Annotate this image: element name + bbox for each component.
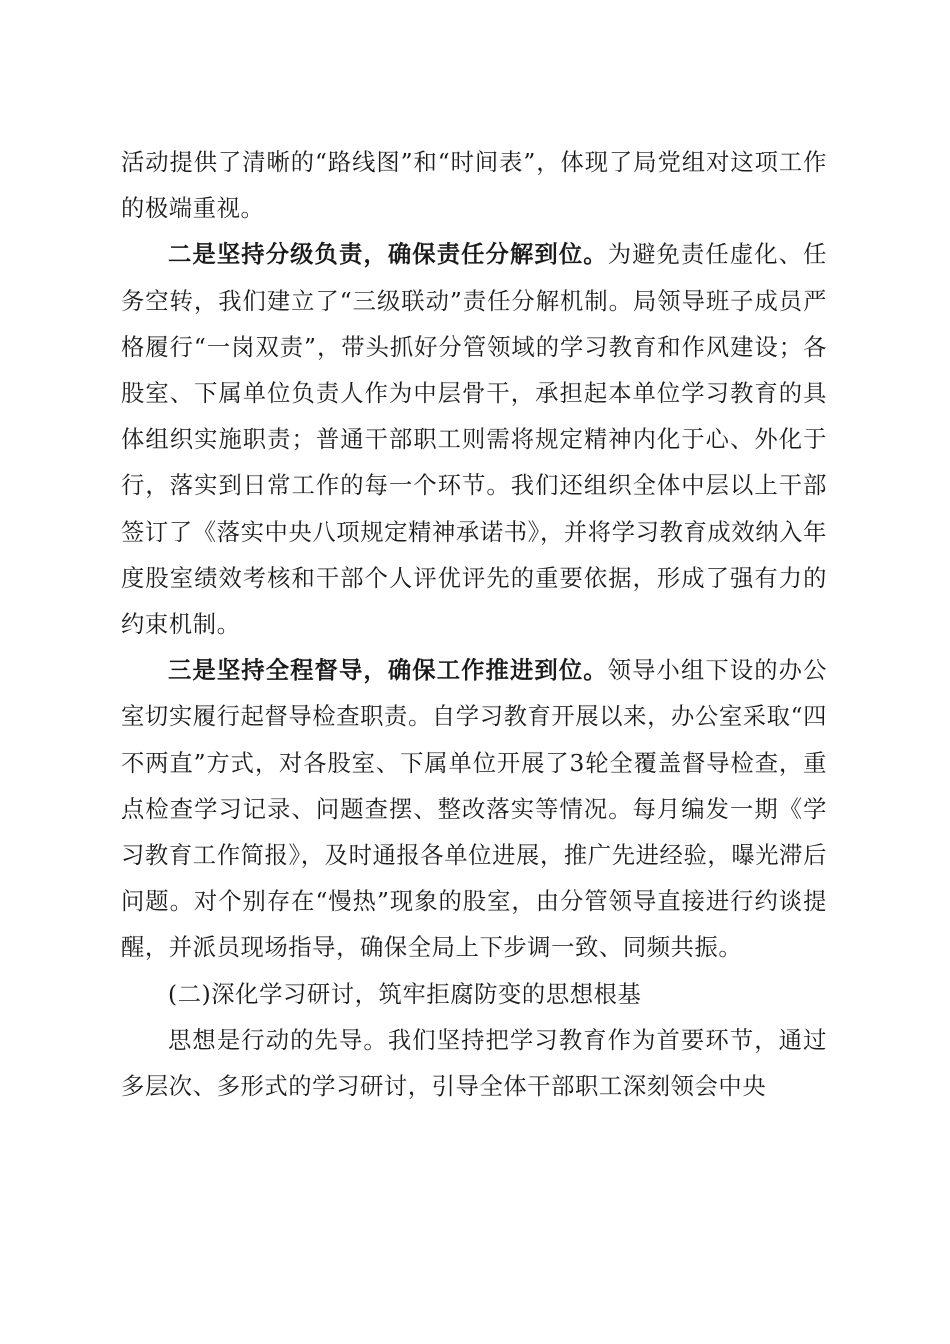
section-heading-text: (二)深化学习研讨，筑牢拒腐防变的思想根基	[168, 980, 642, 1008]
document-body	[121, 140, 827, 1110]
paragraph-text: 领导小组下设的办公室切实履行起督导检查职责。自学习教育开展以来，办公室采取“四不两直”方式，对各股室、下属单位开展了3轮全覆盖督导检查，重点检查学习记录、问题查摆、整改落实等情况。每月编发一期《学习教育工作简报》，及时通报各单位进展，推广先进经验，曝光滞后问题。对个别存在“慢热”现象的股室，由分管领导直接进行约谈提醒，并派员现场指导，确保全局上下步调一致、同频共振。	[121, 657, 827, 962]
paragraph-thought-leads-action	[121, 1018, 827, 1110]
paragraph-full-supervision	[121, 648, 827, 971]
paragraph-lead-bold: 二是坚持分级负责，确保责任分解到位。	[168, 241, 608, 269]
paragraph-text: 思想是行动的先导。我们坚持把学习教育作为首要环节，通过多层次、多形式的学习研讨，引导全体干部职工深刻领会中央	[121, 1026, 827, 1101]
paragraph-graded-responsibility	[121, 232, 827, 648]
paragraph-continuation	[121, 140, 827, 232]
paragraph-text: 活动提供了清晰的“路线图”和“时间表”，体现了局党组对这项工作的极端重视。	[121, 149, 827, 223]
paragraph-lead-bold: 三是坚持全程督导，确保工作推进到位。	[168, 657, 608, 685]
paragraph-text: 为避免责任虚化、任务空转，我们建立了“三级联动”责任分解机制。局领导班子成员严格履行“一岗双责”，带头抓好分管领域的学习教育和作风建设；各股室、下属单位负责人作为中层骨干，承担起本单位学习教育的具体组织实施职责；普通干部职工则需将规定精神内化于心、外化于行，落实到日常工作的每一个环节。我们还组织全体中层以上干部签订了《落实中央八项规定精神承诺书》，并将学习教育成效纳入年度股室绩效考核和干部个人评优评先的重要依据，形成了强有力的约束机制。	[121, 241, 827, 639]
section-heading	[121, 972, 827, 1018]
